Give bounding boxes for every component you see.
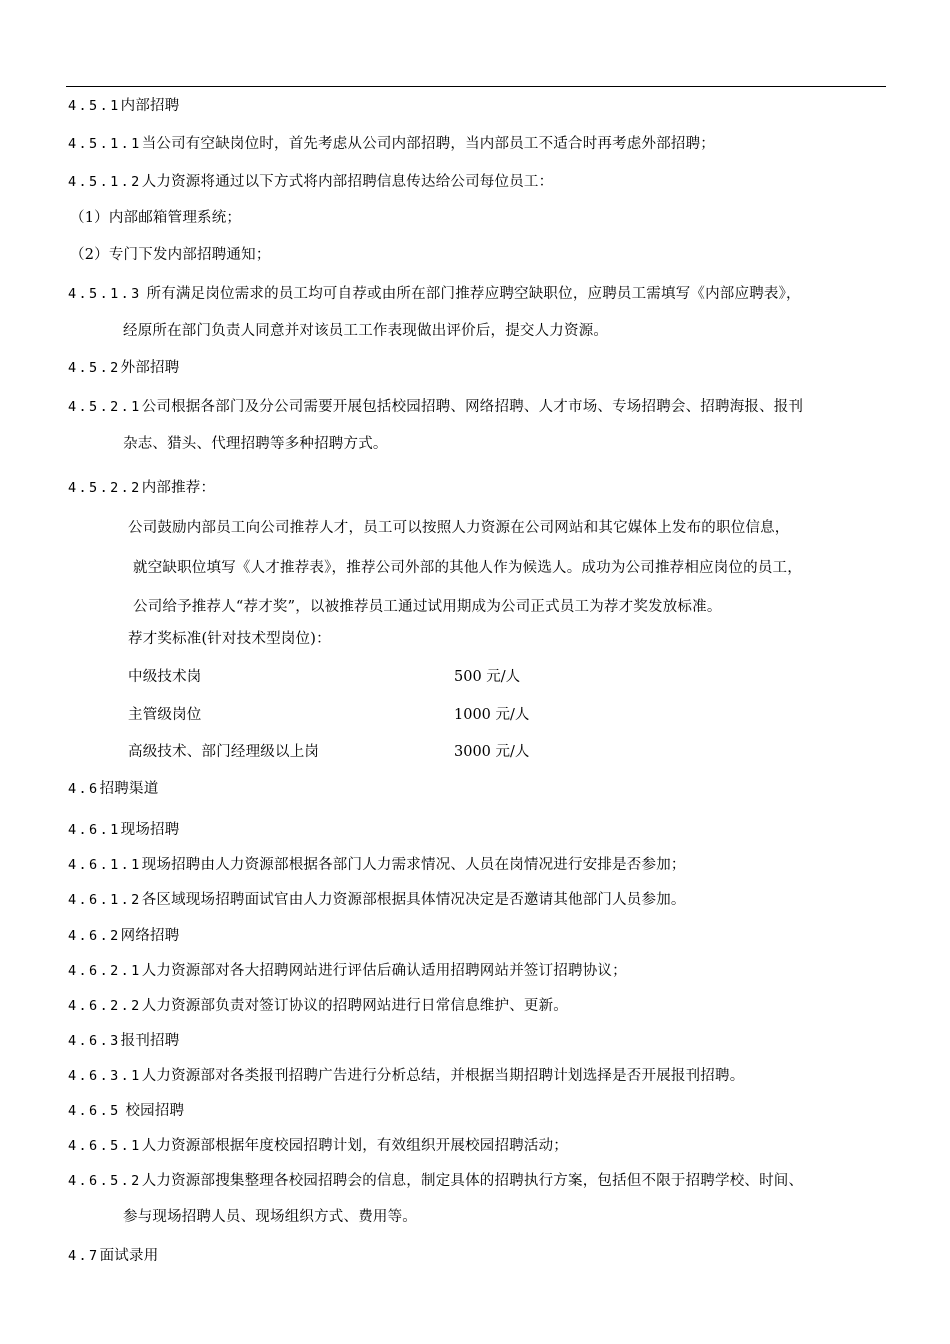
clause-4-6-2-1 <box>68 961 627 981</box>
section-number: 4.6.2.1 <box>68 963 142 979</box>
section-number: 4.6.5.2 <box>68 1173 142 1189</box>
clause-4-6-5-1 <box>68 1136 568 1156</box>
clause-text: 各区域现场招聘面试官由人力资源部根据具体情况决定是否邀请其他部门人员参加。 <box>141 892 686 908</box>
heading-4-6-3 <box>68 1031 179 1051</box>
heading-4-5-2 <box>68 358 179 378</box>
section-number: 4.6.2 <box>68 928 121 944</box>
section-title: 内部招聘 <box>120 98 180 114</box>
section-number: 4.6.5 <box>68 1103 121 1119</box>
header-rule <box>66 86 886 87</box>
clause-4-5-1-1 <box>68 134 715 154</box>
reward-standard-title: 荐才奖标准(针对技术型岗位)： <box>128 631 331 647</box>
section-number: 4.5.2 <box>68 360 121 376</box>
section-title: 网络招聘 <box>120 928 180 944</box>
section-number: 4.6.1 <box>68 822 121 838</box>
referral-paragraph-line3: 公司给予推荐人“荐才奖”，以被推荐员工通过试用期成为公司正式员工为荐才奖发放标准。 <box>133 599 722 615</box>
clause-text: 现场招聘由人力资源部根据各部门人力需求情况、人员在岗情况进行安排是否参加； <box>141 857 686 873</box>
section-number: 4.6.3.1 <box>68 1068 142 1084</box>
heading-4-6 <box>68 779 158 799</box>
clause-text-line1: 人力资源部搜集整理各校园招聘会的信息，制定具体的招聘执行方案，包括但不限于招聘学校、时间、 <box>141 1173 804 1189</box>
reward-row-amount: 1000 元/人 <box>454 707 530 723</box>
section-number: 4.6.5.1 <box>68 1138 142 1154</box>
reward-row-label: 中级技术岗 <box>128 669 202 685</box>
section-number: 4.7 <box>68 1248 100 1264</box>
clause-text: 人力资源部对各大招聘网站进行评估后确认适用招聘网站并签订招聘协议； <box>141 963 627 979</box>
section-number: 4.6.1.1 <box>68 857 142 873</box>
section-number: 4.6.3 <box>68 1033 121 1049</box>
clause-text: 人力资源部根据年度校园招聘计划，有效组织开展校园招聘活动； <box>141 1138 569 1154</box>
clause-4-5-1-2 <box>68 172 553 192</box>
clause-4-6-1-1 <box>68 855 686 875</box>
section-number: 4.5.2.2 <box>68 480 142 496</box>
clause-4-5-2-1 <box>68 397 803 417</box>
section-number: 4.5.1 <box>68 98 121 114</box>
section-title: 校园招聘 <box>120 1103 185 1119</box>
clause-4-6-3-1 <box>68 1066 744 1086</box>
section-title: 面试录用 <box>99 1248 159 1264</box>
clause-4-5-2-1-continuation: 杂志、猎头、代理招聘等多种招聘方式。 <box>123 436 388 452</box>
clause-text: 当公司有空缺岗位时，首先考虑从公司内部招聘，当内部员工不适合时再考虑外部招聘； <box>141 136 715 152</box>
clause-4-5-1-3 <box>68 284 801 304</box>
clause-text: 人力资源将通过以下方式将内部招聘信息传达给公司每位员工： <box>141 174 554 190</box>
section-title: 现场招聘 <box>120 822 180 838</box>
section-title: 招聘渠道 <box>99 781 159 797</box>
clause-text: 人力资源部负责对签订协议的招聘网站进行日常信息维护、更新。 <box>141 998 569 1014</box>
clause-4-6-1-2 <box>68 890 686 910</box>
section-number: 4.6.1.2 <box>68 892 142 908</box>
referral-paragraph-line2: 就空缺职位填写《人才推荐表》，推荐公司外部的其他人作为候选人。成功为公司推荐相应岗位的员工， <box>133 560 802 576</box>
clause-4-5-1-3-continuation: 经原所在部门负责人同意并对该员工工作表现做出评价后，提交人力资源。 <box>123 323 609 339</box>
heading-4-6-2 <box>68 926 179 946</box>
section-number: 4.6.2.2 <box>68 998 142 1014</box>
reward-row-amount: 500 元/人 <box>454 669 521 685</box>
clause-4-6-5-2 <box>68 1171 803 1191</box>
section-number: 4.6 <box>68 781 100 797</box>
reward-row-amount: 3000 元/人 <box>454 744 530 760</box>
section-number: 4.5.1.3 <box>68 286 142 302</box>
section-title: 外部招聘 <box>120 360 180 376</box>
heading-4-5-1 <box>68 96 179 116</box>
referral-paragraph-line1: 公司鼓励内部员工向公司推荐人才，员工可以按照人力资源在公司网站和其它媒体上发布的职位信息， <box>128 520 790 536</box>
section-number: 4.5.1.1 <box>68 136 142 152</box>
heading-4-7 <box>68 1246 158 1266</box>
section-title: 内部推荐： <box>141 480 216 496</box>
list-item-1: （1）内部邮箱管理系统； <box>70 210 242 226</box>
heading-4-6-1 <box>68 820 179 840</box>
clause-4-6-2-2 <box>68 996 568 1016</box>
list-item-2: （2）专门下发内部招聘通知； <box>70 247 271 263</box>
clause-4-6-5-2-continuation: 参与现场招聘人员、现场组织方式、费用等。 <box>123 1209 417 1225</box>
section-title: 报刊招聘 <box>120 1033 180 1049</box>
section-number: 4.5.1.2 <box>68 174 142 190</box>
reward-row-label: 主管级岗位 <box>128 707 202 723</box>
section-number: 4.5.2.1 <box>68 399 142 415</box>
heading-4-6-5 <box>68 1101 184 1121</box>
clause-text-line1: 所有满足岗位需求的员工均可自荐或由所在部门推荐应聘空缺职位，应聘员工需填写《内部应聘表》， <box>146 286 801 302</box>
reward-row-label: 高级技术、部门经理级以上岗 <box>128 744 320 760</box>
heading-4-5-2-2 <box>68 478 215 498</box>
clause-text-line1: 公司根据各部门及分公司需要开展包括校园招聘、网络招聘、人才市场、专场招聘会、招聘海报、报刊 <box>141 399 804 415</box>
clause-text: 人力资源部对各类报刊招聘广告进行分析总结，并根据当期招聘计划选择是否开展报刊招聘。 <box>141 1068 745 1084</box>
